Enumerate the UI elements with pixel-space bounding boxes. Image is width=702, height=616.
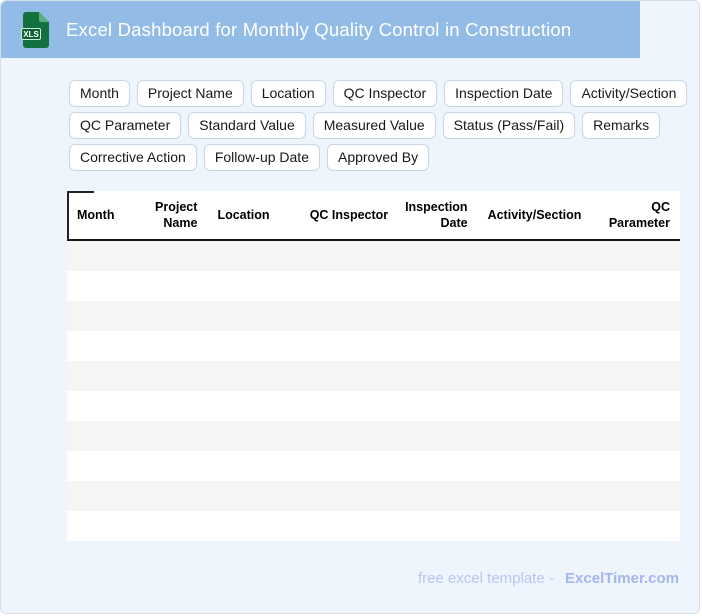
chip-standard-value[interactable]: Standard Value [188,112,305,139]
table-body [67,241,680,541]
chip-row-1 [69,80,700,107]
table-corner-top-border [67,191,94,193]
chip-status-pass-fail[interactable]: Status (Pass/Fail) [443,112,575,139]
table-row [67,241,680,271]
table-row [67,331,680,361]
column-header-location: Location [217,208,270,222]
table-corner-left-border [67,191,69,239]
table-row [67,421,680,451]
table-row [67,391,680,421]
chip-inspection-date[interactable]: Inspection Date [444,80,563,107]
chip-activity-section[interactable]: Activity/Section [570,80,687,107]
chip-qc-inspector[interactable]: QC Inspector [333,80,437,107]
chip-follow-up-date[interactable]: Follow-up Date [204,144,320,171]
table-row [67,481,680,511]
chip-location[interactable]: Location [251,80,326,107]
table-row [67,271,680,301]
chip-remarks[interactable]: Remarks [582,112,660,139]
chip-qc-parameter[interactable]: QC Parameter [69,112,181,139]
xls-icon-label: XLS [23,29,39,39]
column-header-month: Month [77,208,115,222]
table-header-row [67,191,680,241]
column-header-qc-inspector: QC Inspector [309,208,389,222]
footer-text: free excel template - [417,570,554,587]
footer-brand-link[interactable]: ExcelTimer.com [565,570,679,587]
chip-approved-by[interactable]: Approved By [327,144,429,171]
page-title: Excel Dashboard for Monthly Quality Control in Construction [66,18,572,40]
header-bar [1,1,640,58]
qc-table [67,191,680,541]
table-row [67,511,680,541]
table-row [67,451,680,481]
chip-row-3 [69,144,700,171]
column-header-qc-parameter: QC Parameter [608,200,670,230]
xls-file-icon [21,11,51,49]
column-header-activity-section: Activity/Section [487,208,582,222]
chip-corrective-action[interactable]: Corrective Action [69,144,197,171]
column-header-project-name: Project Name [155,200,198,230]
chip-measured-value[interactable]: Measured Value [313,112,436,139]
field-chips [69,80,700,171]
chip-row-2 [69,112,700,139]
footer-credit [418,570,679,587]
column-header-inspection-date: Inspection Date [405,200,468,230]
chip-month[interactable]: Month [69,80,130,107]
table-row [67,301,680,331]
chip-project-name[interactable]: Project Name [137,80,244,107]
table-row [67,361,680,391]
